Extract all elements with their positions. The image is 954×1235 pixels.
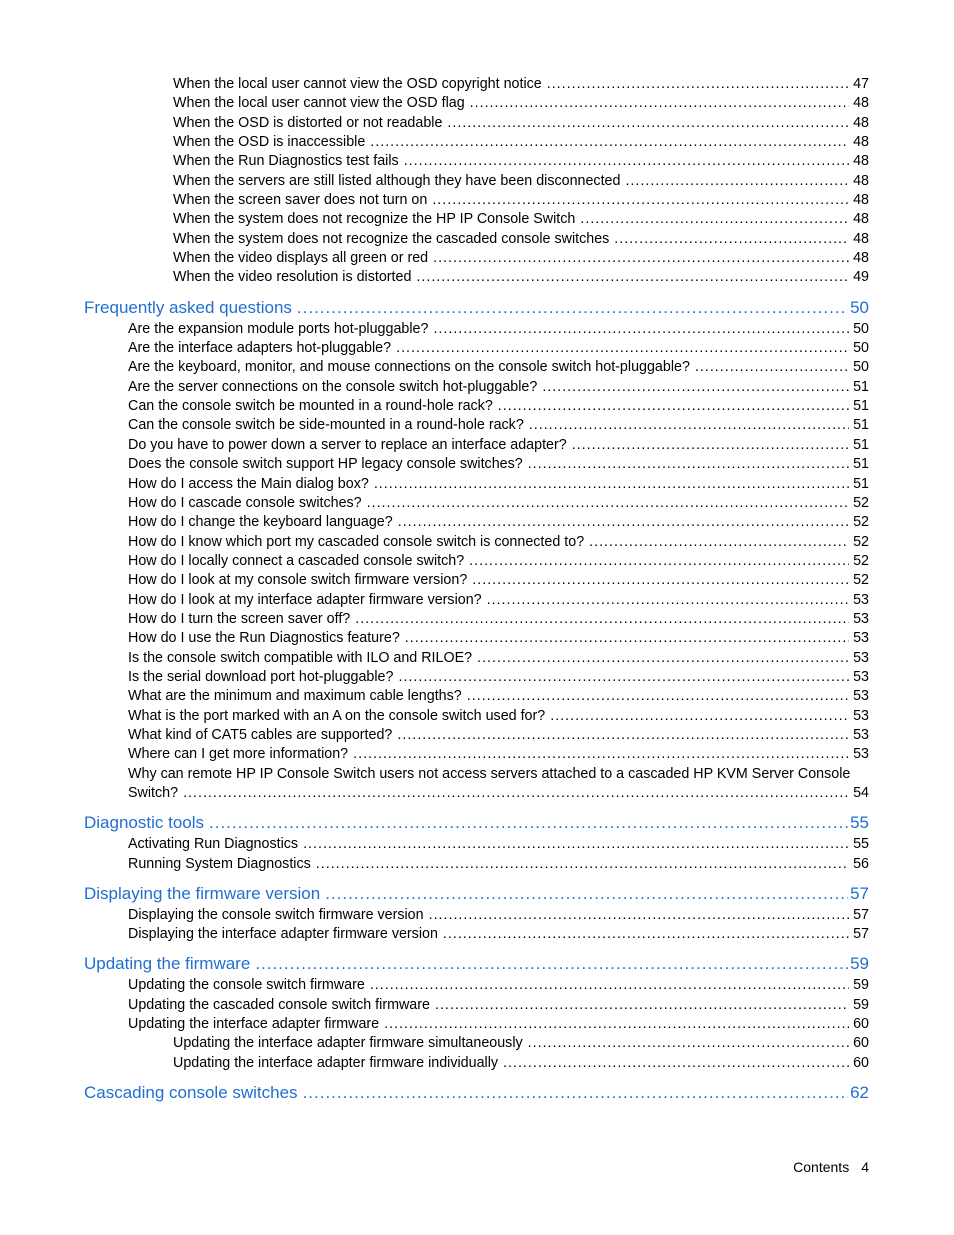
dot-leader [404, 152, 849, 171]
toc-entry-page: 48 [853, 153, 869, 169]
toc-entry[interactable] [128, 855, 869, 874]
toc-entry[interactable] [128, 455, 869, 474]
toc-entry[interactable] [128, 745, 869, 764]
dot-leader [355, 610, 849, 629]
toc-entry-title: How do I turn the screen saver off? [128, 611, 351, 627]
dot-leader [467, 687, 849, 706]
toc-entry-page: 48 [853, 134, 869, 150]
dot-leader [374, 475, 849, 494]
dot-leader [542, 378, 849, 397]
toc-entry-page: 48 [853, 231, 869, 247]
toc-entry[interactable] [128, 339, 869, 358]
dot-leader [303, 835, 849, 854]
dot-leader [498, 397, 849, 416]
toc-entry-page: 60 [853, 1016, 869, 1032]
toc-entry[interactable] [128, 835, 869, 854]
dot-leader [353, 745, 849, 764]
toc-entry-title: When the screen saver does not turn on [173, 192, 428, 208]
toc-entry-title: Updating the interface adapter firmware simultaneously [173, 1035, 523, 1051]
dot-leader [589, 533, 849, 552]
toc-entry-title: When the system does not recognize the cascaded console switches [173, 231, 610, 247]
dot-leader [303, 1082, 849, 1104]
toc-entry-page: 51 [853, 417, 869, 433]
toc-entry[interactable] [128, 925, 869, 944]
toc-entry-title: Updating the interface adapter firmware [128, 1016, 380, 1032]
toc-entry[interactable] [128, 629, 869, 648]
toc-entry[interactable] [128, 436, 869, 455]
dot-leader [370, 976, 849, 995]
toc-entry-page: 57 [853, 907, 869, 923]
toc-entry-title: How do I cascade console switches? [128, 495, 362, 511]
toc-entry-title: When the local user cannot view the OSD copyright notice [173, 76, 542, 92]
toc-entry-page: 51 [853, 398, 869, 414]
toc-entry-title: How do I access the Main dialog box? [128, 476, 369, 492]
toc-entry-page: 53 [853, 688, 869, 704]
toc-entry-page: 52 [853, 534, 869, 550]
toc-entry-page: 50 [853, 321, 869, 337]
toc-entry-title: Running System Diagnostics [128, 856, 311, 872]
toc-entry[interactable] [173, 94, 869, 113]
dot-leader [397, 726, 849, 745]
toc-entry-title: When the OSD is distorted or not readable [173, 115, 443, 131]
dot-leader [529, 416, 849, 435]
dot-leader [416, 268, 849, 287]
dot-leader [572, 436, 849, 455]
toc-entry-page: 51 [853, 456, 869, 472]
toc-entry[interactable] [128, 533, 869, 552]
toc-entry-page: 59 [850, 954, 869, 973]
dot-leader [470, 94, 849, 113]
toc-entry-title-line1: Why can remote HP IP Console Switch users not access servers attached to a cascaded HP KVM Server Console [128, 766, 851, 782]
dot-leader [477, 649, 849, 668]
toc-entry-page: 48 [853, 95, 869, 111]
toc-entry[interactable] [173, 75, 869, 94]
toc-entry-page: 62 [850, 1083, 869, 1102]
toc-entry[interactable] [128, 494, 869, 513]
toc-entry-page: 53 [853, 708, 869, 724]
toc-entry[interactable] [128, 996, 869, 1015]
toc-entry-page: 54 [853, 785, 869, 801]
toc-entry-title: Are the keyboard, monitor, and mouse connections on the console switch hot-pluggable? [128, 359, 690, 375]
toc-entry[interactable] [128, 668, 869, 687]
dot-leader [433, 320, 849, 339]
dot-leader [297, 297, 848, 319]
toc-entry-page: 52 [853, 514, 869, 530]
toc-entry-title: Diagnostic tools [84, 813, 205, 832]
toc-entry-title: Switch? [128, 785, 179, 801]
dot-leader [435, 996, 849, 1015]
footer-page-number: 4 [861, 1159, 869, 1175]
toc-entry[interactable] [128, 610, 869, 629]
toc-entry-title: When the video displays all green or red [173, 250, 429, 266]
toc-entry-page: 53 [853, 669, 869, 685]
dot-leader [325, 883, 848, 905]
toc-entry[interactable] [128, 784, 869, 803]
toc-entry[interactable] [128, 591, 869, 610]
toc-entry-page: 53 [853, 727, 869, 743]
dot-leader [580, 210, 849, 229]
dot-leader [183, 784, 849, 803]
toc-entry[interactable] [128, 571, 869, 590]
toc-entry-page: 59 [853, 997, 869, 1013]
toc-entry[interactable] [173, 249, 869, 268]
dot-leader [316, 855, 849, 874]
toc-entry-title: When the local user cannot view the OSD flag [173, 95, 465, 111]
toc-entry-page: 48 [853, 192, 869, 208]
dot-leader [432, 191, 849, 210]
page-footer [793, 1158, 869, 1177]
toc-entry-page: 51 [853, 437, 869, 453]
toc-entry-title: Can the console switch be mounted in a round-hole rack? [128, 398, 493, 414]
toc-entry-page: 48 [853, 211, 869, 227]
toc-entry-title: How do I know which port my cascaded console switch is connected to? [128, 534, 585, 550]
toc-entry[interactable] [173, 152, 869, 171]
toc-entry[interactable] [173, 1054, 869, 1073]
dot-leader [405, 629, 849, 648]
dot-leader [550, 707, 849, 726]
toc-entry-title: Are the interface adapters hot-pluggable? [128, 340, 392, 356]
toc-entry-title: Displaying the console switch firmware version [128, 907, 424, 923]
toc-entry-page: 50 [850, 298, 869, 317]
footer-label: Contents [793, 1159, 850, 1175]
toc-entry-page: 55 [850, 813, 869, 832]
toc-entry-page: 49 [853, 269, 869, 285]
dot-leader [370, 133, 849, 152]
dot-leader [528, 1034, 849, 1053]
toc-entry-page: 57 [853, 926, 869, 942]
toc-entry-title: What kind of CAT5 cables are supported? [128, 727, 393, 743]
toc-entry-page: 48 [853, 173, 869, 189]
toc-entry-page: 53 [853, 592, 869, 608]
toc-entry-title: When the OSD is inaccessible [173, 134, 366, 150]
toc-entry-title: How do I use the Run Diagnostics feature? [128, 630, 400, 646]
dot-leader [625, 172, 849, 191]
dot-leader [443, 925, 849, 944]
dot-leader [384, 1015, 849, 1034]
toc-entry-page: 48 [853, 115, 869, 131]
toc-entry-page: 56 [853, 856, 869, 872]
toc-entry-title: Does the console switch support HP legacy console switches? [128, 456, 523, 472]
toc-entry[interactable] [128, 552, 869, 571]
toc-entry-title: Do you have to power down a server to replace an interface adapter? [128, 437, 567, 453]
toc-entry[interactable] [128, 976, 869, 995]
toc-entry[interactable] [173, 268, 869, 287]
toc-entry-title: Is the console switch compatible with ILO and RILOE? [128, 650, 473, 666]
toc-entry-title: Updating the interface adapter firmware individually [173, 1055, 499, 1071]
toc-entry-title: Frequently asked questions [84, 298, 292, 317]
toc-entry-title: Are the server connections on the console switch hot-pluggable? [128, 379, 538, 395]
dot-leader [367, 494, 849, 513]
toc-entry-page: 51 [853, 476, 869, 492]
toc-entry[interactable] [173, 114, 869, 133]
toc-entry[interactable] [128, 320, 869, 339]
toc-entry-title: Cascading console switches [84, 1083, 298, 1102]
dot-leader [398, 668, 849, 687]
dot-leader [695, 358, 849, 377]
toc-entry-title: Displaying the interface adapter firmware version [128, 926, 438, 942]
toc-entry[interactable] [173, 230, 869, 249]
toc-entry-page: 50 [853, 359, 869, 375]
toc-entry[interactable] [128, 1015, 869, 1034]
toc-entry[interactable] [128, 475, 869, 494]
toc-entry[interactable] [128, 416, 869, 435]
dot-leader [447, 114, 849, 133]
toc-chapter-entry[interactable] [84, 1082, 869, 1104]
toc-entry[interactable] [128, 707, 869, 726]
toc-chapter-entry[interactable] [84, 812, 869, 834]
dot-leader [528, 455, 849, 474]
dot-leader [503, 1054, 849, 1073]
toc-entry[interactable] [173, 133, 869, 152]
toc-entry-page: 60 [853, 1035, 869, 1051]
dot-leader [469, 552, 849, 571]
toc-entry-title: Updating the console switch firmware [128, 977, 365, 993]
dot-leader [209, 812, 848, 834]
toc-entry[interactable] [128, 687, 869, 706]
toc-chapter-entry[interactable] [84, 953, 869, 975]
dot-leader [547, 75, 849, 94]
toc-entry-page: 53 [853, 746, 869, 762]
toc-entry-title: Updating the firmware [84, 954, 251, 973]
toc-entry-page: 51 [853, 379, 869, 395]
toc-entry-title: What is the port marked with an A on the console switch used for? [128, 708, 546, 724]
toc-entry-page: 60 [853, 1055, 869, 1071]
dot-leader [433, 249, 849, 268]
toc-entry-title: What are the minimum and maximum cable lengths? [128, 688, 462, 704]
toc-entry-title: Where can I get more information? [128, 746, 349, 762]
toc-entry-page: 57 [850, 884, 869, 903]
dot-leader [398, 513, 849, 532]
toc-entry-page: 53 [853, 611, 869, 627]
toc-entry-title: When the Run Diagnostics test fails [173, 153, 399, 169]
toc-entry[interactable] [128, 378, 869, 397]
toc-entry-page: 48 [853, 250, 869, 266]
dot-leader [429, 906, 849, 925]
toc-entry-title: How do I change the keyboard language? [128, 514, 393, 530]
toc-entry-page: 52 [853, 495, 869, 511]
toc-entry-page: 52 [853, 572, 869, 588]
dot-leader [396, 339, 849, 358]
toc-entry-page: 53 [853, 650, 869, 666]
toc-entry-title: Can the console switch be side-mounted in a round-hole rack? [128, 417, 524, 433]
toc-entry[interactable] [128, 513, 869, 532]
toc-entry[interactable] [173, 191, 869, 210]
toc-entry-title: Displaying the firmware version [84, 884, 321, 903]
toc-entry[interactable] [128, 906, 869, 925]
toc-entry-title: When the system does not recognize the HP IP Console Switch [173, 211, 576, 227]
toc-entry-title: Are the expansion module ports hot-pluggable? [128, 321, 429, 337]
toc-entry-title: How do I look at my interface adapter firmware version? [128, 592, 482, 608]
toc-chapter-entry[interactable] [84, 297, 869, 319]
dot-leader [487, 591, 849, 610]
toc-entry[interactable] [128, 358, 869, 377]
toc-entry-title: How do I look at my console switch firmware version? [128, 572, 468, 588]
toc-entry-title: Updating the cascaded console switch firmware [128, 997, 430, 1013]
toc-entry-page: 50 [853, 340, 869, 356]
toc-entry-page: 52 [853, 553, 869, 569]
toc-entry[interactable] [173, 1034, 869, 1053]
dot-leader [472, 571, 849, 590]
toc-entry-title: Is the serial download port hot-pluggable? [128, 669, 394, 685]
toc-entry-title: How do I locally connect a cascaded console switch? [128, 553, 465, 569]
toc-entry-title: When the video resolution is distorted [173, 269, 412, 285]
toc-entry-title: When the servers are still listed although they have been disconnected [173, 173, 621, 189]
toc-entry-title: Activating Run Diagnostics [128, 836, 299, 852]
toc-entry-page: 55 [853, 836, 869, 852]
toc-entry[interactable] [173, 210, 869, 229]
toc-entry-page: 47 [853, 76, 869, 92]
toc-entry-page: 53 [853, 630, 869, 646]
toc-entry[interactable] [128, 649, 869, 668]
dot-leader [614, 230, 849, 249]
toc-entry[interactable] [128, 726, 869, 745]
toc-chapter-entry[interactable] [84, 883, 869, 905]
dot-leader [255, 953, 848, 975]
toc-entry[interactable] [128, 397, 869, 416]
toc-entry-page: 59 [853, 977, 869, 993]
toc-entry[interactable] [173, 172, 869, 191]
